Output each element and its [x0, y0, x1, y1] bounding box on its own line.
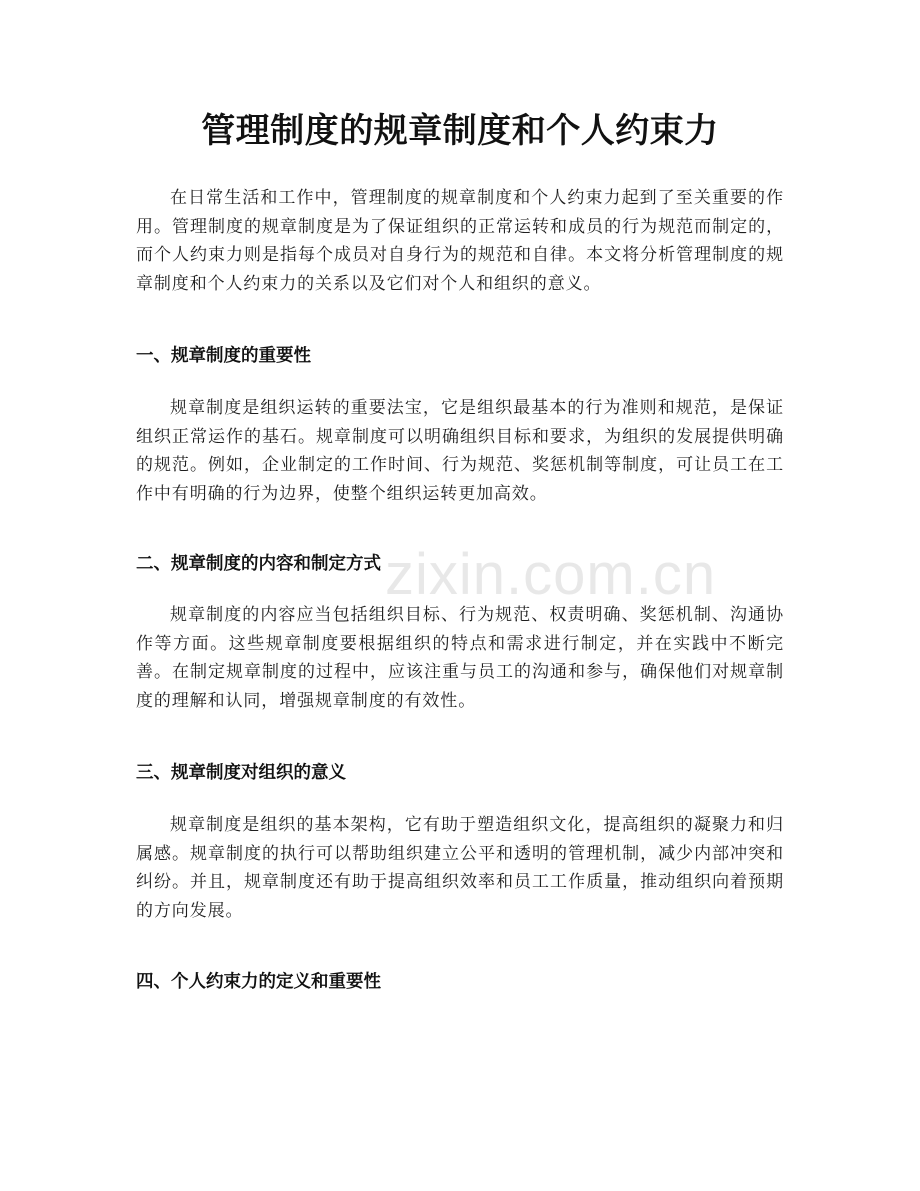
section-heading-2: 二、规章制度的内容和制定方式 [136, 554, 381, 574]
section-heading-3: 三、规章制度对组织的意义 [136, 763, 346, 783]
section-heading-1: 一、规章制度的重要性 [136, 346, 311, 366]
document-title: 管理制度的规章制度和个人约束力 [201, 111, 719, 151]
section-body-3: 规章制度是组织的基本架构，它有助于塑造组织文化，提高组织的凝聚力和归属感。规章制度的执行可以帮助组织建立公平和透明的管理机制，减少内部冲突和纠纷。并且，规章制度还有助于提高组织效率和员工工作质量，推动组织向着预期的方向发展。 [136, 815, 784, 921]
intro-paragraph: 在日常生活和工作中，管理制度的规章制度和个人约束力起到了至关重要的作用。管理制度的规章制度是为了保证组织的正常运转和成员的行为规范而制定的，而个人约束力则是指每个成员对自身行为的规范和自律。本文将分析管理制度的规章制度和个人约束力的关系以及它们对个人和组织的意义。 [136, 188, 784, 294]
section-body-1: 规章制度是组织运转的重要法宝，它是组织最基本的行为准则和规范，是保证组织正常运作的基石。规章制度可以明确组织目标和要求，为组织的发展提供明确的规范。例如，企业制定的工作时间、行为规范、奖惩机制等制度，可让员工在工作中有明确的行为边界，使整个组织运转更加高效。 [136, 398, 784, 504]
watermark: zixin.com.cn [385, 542, 717, 607]
section-heading-4: 四、个人约束力的定义和重要性 [136, 972, 381, 992]
section-body-2: 规章制度的内容应当包括组织目标、行为规范、权责明确、奖惩机制、沟通协作等方面。这些规章制度要根据组织的特点和需求进行制定，并在实践中不断完善。在制定规章制度的过程中，应该注重与员工的沟通和参与，确保他们对规章制度的理解和认同，增强规章制度的有效性。 [136, 605, 784, 711]
